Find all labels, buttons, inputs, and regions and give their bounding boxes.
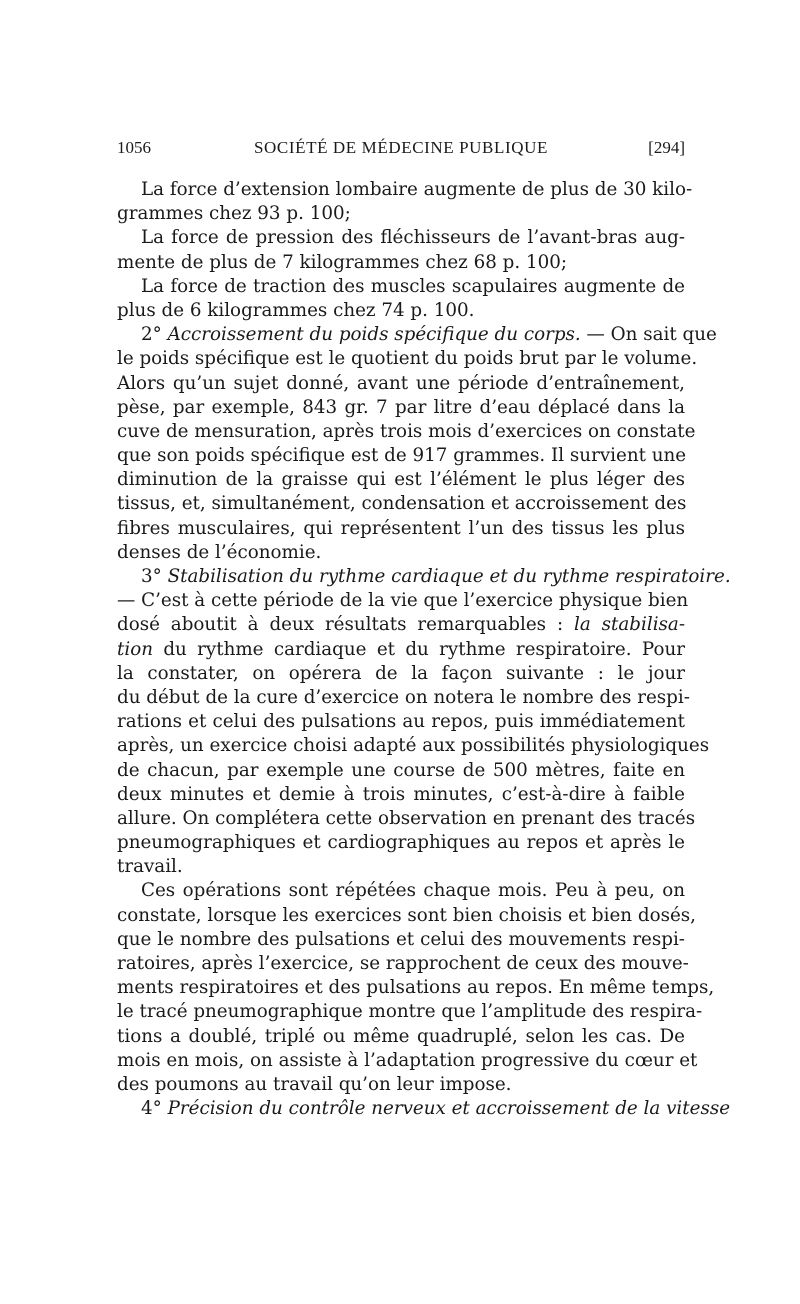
text-segment: La force de pression des fléchisseurs de l’avant-bras aug- bbox=[141, 227, 685, 249]
text-line bbox=[117, 299, 685, 323]
text-line bbox=[117, 613, 685, 637]
text-segment: 3° bbox=[141, 566, 168, 587]
text-segment: du début de la cure d’exercice on notera le nombre des respi- bbox=[117, 686, 690, 708]
text-segment: La force de traction des muscles scapulaires augmente de bbox=[141, 275, 685, 297]
text-segment: que son poids spécifique est de 917 grammes. Il survient une bbox=[117, 445, 687, 467]
text-segment: diminution de la graisse qui est l’élément le plus léger des bbox=[117, 469, 685, 491]
text-line bbox=[117, 372, 685, 396]
body-text bbox=[117, 178, 731, 1121]
text-line bbox=[117, 976, 715, 1000]
text-segment: fibres musculaires, qui représentent l’un des tissus les plus bbox=[117, 517, 685, 539]
italic-text: la stabilisa- bbox=[574, 614, 685, 636]
text-segment: tions a doublé, triplé ou même quadruplé, selon les cas. De bbox=[117, 1025, 685, 1047]
text-segment: tissus, et, simultanément, condensation et accroissement des bbox=[117, 493, 687, 515]
text-line bbox=[117, 251, 685, 275]
text-line bbox=[117, 879, 685, 903]
text-segment: de chacun, par exemple une course de 500 mètres, faite en bbox=[117, 759, 685, 781]
text-segment: cuve de mensuration, après trois mois d’exercices on constate bbox=[117, 420, 696, 442]
text-line bbox=[117, 226, 685, 250]
text-line bbox=[117, 444, 685, 468]
text-segment: la constater, on opérera de la façon suivante : le jour bbox=[117, 662, 685, 684]
text-line bbox=[117, 1000, 703, 1024]
text-line bbox=[117, 831, 685, 855]
running-title: SOCIÉTÉ DE MÉDECINE PUBLIQUE bbox=[254, 138, 548, 157]
section-reference: [294] bbox=[648, 138, 685, 157]
text-segment: des poumons au travail qu’on leur impose. bbox=[117, 1073, 512, 1095]
text-segment: travail. bbox=[117, 856, 183, 878]
text-segment: mente de plus de 7 kilogrammes chez 68 p. 100; bbox=[117, 251, 568, 273]
text-line bbox=[117, 420, 696, 444]
text-line bbox=[117, 759, 685, 783]
text-segment: pèse, par exemple, 843 gr. 7 par litre d’eau déplacé dans la bbox=[117, 396, 685, 418]
text-segment: La force d’extension lombaire augmente de plus de 30 kilo- bbox=[141, 179, 693, 200]
text-line bbox=[117, 686, 690, 710]
text-segment: après, un exercice choisi adapté aux possibilités physiologiques bbox=[117, 735, 710, 757]
text-line bbox=[117, 952, 689, 976]
text-segment: dosé aboutit à deux résultats remarquables : bbox=[117, 614, 575, 636]
text-segment: allure. On complétera cette observation en prenant des tracés bbox=[117, 807, 696, 829]
text-segment: rations et celui des pulsations au repos, puis immédiatement bbox=[117, 711, 685, 733]
text-line bbox=[117, 541, 685, 565]
italic-text: Précision du contrôle nerveux et accroissement de la vitesse bbox=[167, 1098, 731, 1120]
text-segment: ments respiratoires et des pulsations au repos. En même temps, bbox=[117, 977, 715, 999]
text-line bbox=[117, 710, 685, 734]
text-segment: grammes chez 93 p. 100; bbox=[117, 203, 351, 225]
text-segment: pneumographiques et cardiographiques au repos et après le bbox=[117, 832, 685, 854]
text-segment: — C’est à cette période de la vie que l’exercice physique bien bbox=[117, 590, 689, 612]
text-line bbox=[117, 202, 685, 226]
text-segment: ratoires, après l’exercice, se rapprochent de ceux des mouve- bbox=[117, 953, 689, 974]
text-line bbox=[117, 1025, 685, 1049]
italic-text: Stabilisation du rythme cardiaque et du rythme respiratoire. bbox=[167, 566, 731, 587]
text-line bbox=[117, 638, 685, 662]
italic-text: Accroissement du poids spécifique du corps. bbox=[167, 324, 581, 346]
text-line bbox=[117, 517, 685, 541]
italic-text: tion bbox=[117, 638, 153, 660]
text-line bbox=[117, 589, 689, 613]
text-line bbox=[117, 807, 696, 831]
text-segment: Ces opérations sont répétées chaque mois. Peu à peu, on bbox=[141, 880, 685, 902]
text-line bbox=[117, 928, 685, 952]
text-line bbox=[117, 492, 685, 516]
page-number: 1056 bbox=[117, 138, 151, 157]
text-segment: denses de l’économie. bbox=[117, 541, 322, 563]
running-header bbox=[117, 138, 685, 162]
text-segment: Alors qu’un sujet donné, avant une période d’entraînement, bbox=[117, 372, 685, 394]
text-segment: 4° bbox=[141, 1098, 168, 1120]
text-segment: du rythme cardiaque et du rythme respiratoire. Pour bbox=[152, 638, 685, 660]
text-line bbox=[117, 396, 685, 420]
text-line bbox=[117, 468, 685, 492]
text-line bbox=[117, 855, 685, 879]
text-segment: deux minutes et demie à trois minutes, c’est-à-dire à faible bbox=[117, 783, 685, 805]
text-segment: le tracé pneumographique montre que l’amplitude des respira- bbox=[117, 1001, 703, 1023]
text-line bbox=[117, 565, 731, 589]
text-segment: mois en mois, on assiste à l’adaptation progressive du cœur et bbox=[117, 1049, 698, 1071]
text-segment: plus de 6 kilogrammes chez 74 p. 100. bbox=[117, 299, 475, 321]
text-line bbox=[117, 734, 710, 758]
text-line bbox=[117, 1049, 698, 1073]
text-segment: constate, lorsque les exercices sont bien choisis et bien dosés, bbox=[117, 904, 696, 926]
text-line bbox=[117, 1073, 685, 1097]
text-segment: que le nombre des pulsations et celui des mouvements respi- bbox=[117, 928, 685, 950]
text-line bbox=[117, 783, 685, 807]
text-line bbox=[117, 1097, 731, 1121]
text-line bbox=[117, 323, 717, 347]
text-line bbox=[117, 178, 693, 202]
text-line bbox=[117, 904, 696, 928]
text-line bbox=[117, 275, 685, 299]
text-line bbox=[117, 662, 685, 686]
text-line bbox=[117, 347, 698, 371]
text-segment: 2° bbox=[141, 324, 168, 346]
text-segment: — On sait que bbox=[580, 324, 717, 346]
text-segment: le poids spécifique est le quotient du poids brut par le volume. bbox=[117, 348, 698, 370]
